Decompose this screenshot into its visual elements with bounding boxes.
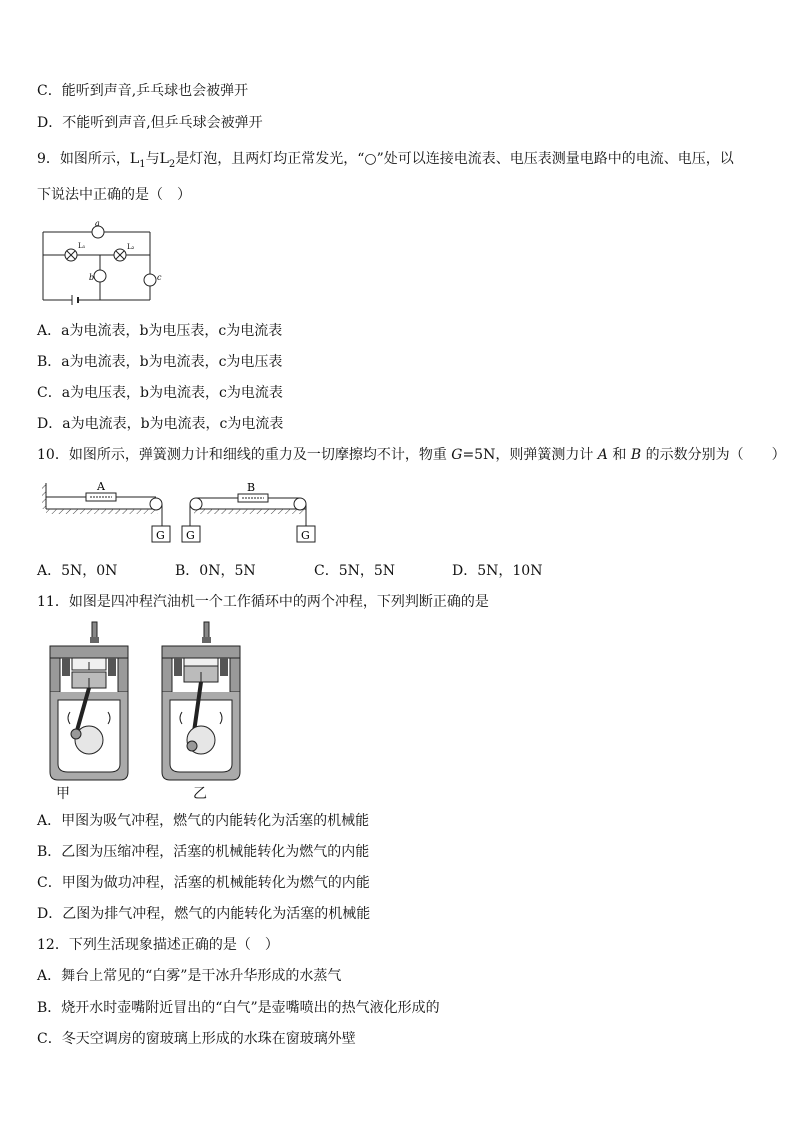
- q10-weight-right: G: [301, 529, 310, 542]
- q10-a-symbol: A: [597, 447, 608, 463]
- q12-option-a: A．舞台上常见的“白雾”是干冰升华形成的水蒸气: [37, 968, 342, 984]
- q9-option-d: D．a为电流表，b为电流表，c为电流表: [37, 416, 284, 432]
- q9-meter-b-circle: [94, 270, 106, 282]
- q10-spring-scale-diagram: [38, 478, 328, 550]
- q10-weight-left: G: [156, 529, 165, 542]
- q10-label-a: A: [97, 480, 105, 493]
- q9-label-a: a: [95, 219, 100, 228]
- q11-engine-yi-icon: [162, 622, 240, 780]
- q10-options-row: [37, 562, 737, 580]
- q8-option-c: C．能听到声音,乒乓球也会被弹开: [37, 83, 249, 99]
- q9-stem-line2: 下说法中正确的是（ ）: [37, 187, 191, 203]
- q10-option-b: B．0N，5N: [175, 563, 256, 579]
- q9-stem: 9．如图所示，$L_1$与$L_2$是灯泡，且两灯均正常发光，“○”处可以连接电流表、电压表测量电路中的电流、电压，以: [37, 151, 734, 170]
- q11-caption-jia: 甲: [56, 786, 70, 802]
- q11-engine-diagrams: [46, 622, 246, 782]
- q9-number: 9．如图所示，: [37, 151, 130, 167]
- q11-option-a: A．甲图为吸气冲程，燃气的内能转化为活塞的机械能: [37, 813, 370, 829]
- q11-caption-yi: 乙: [193, 786, 207, 802]
- q12-stem: 12．下列生活现象描述正确的是（ ）: [37, 937, 279, 953]
- q9-lamp-l1-icon: [65, 249, 77, 261]
- q11-option-b: B．乙图为压缩冲程，活塞的机械能转化为燃气的内能: [37, 844, 370, 860]
- q10-stem: 10．如图所示，弹簧测力计和细线的重力及一切摩擦均不计，物重 G=5N，则弹簧测力计 A 和 B 的示数分别为（ ）: [37, 447, 786, 463]
- q9-label-b: b: [89, 273, 95, 282]
- q9-label-l1: L₁: [78, 242, 86, 250]
- q11-engine-jia-icon: [50, 622, 128, 780]
- q10-g-symbol: G: [451, 447, 463, 463]
- q9-label-l2: L₂: [127, 243, 135, 251]
- q11-option-c: C．甲图为做功冲程，活塞的机械能转化为燃气的内能: [37, 875, 370, 891]
- q11-option-d: D．乙图为排气冲程，燃气的内能转化为活塞的机械能: [37, 906, 371, 922]
- q9-meter-c-circle: [144, 274, 156, 286]
- q10-option-a: A．5N，0N: [37, 563, 118, 579]
- q9-battery-icon: [72, 295, 78, 305]
- q10-b-symbol: B: [630, 447, 642, 463]
- q11-stem: 11．如图是四冲程汽油机一个工作循环中的两个冲程，下列判断正确的是: [37, 594, 489, 610]
- q10-option-d: D．5N，10N: [452, 563, 543, 579]
- q12-option-b: B．烧开水时壶嘴附近冒出的“白气”是壶嘴喷出的热气液化形成的: [37, 1000, 440, 1016]
- q9-option-a: A．a为电流表，b为电压表，c为电流表: [37, 323, 283, 339]
- q9-option-c: C．a为电压表，b为电流表，c为电流表: [37, 385, 283, 401]
- q10-label-b: B: [247, 481, 256, 494]
- q9-circuit-diagram: [38, 218, 160, 304]
- q12-option-c: C．冬天空调房的窗玻璃上形成的水珠在窗玻璃外壁: [37, 1031, 356, 1047]
- q8-option-d: D．不能听到声音,但乒乓球会被弹开: [37, 115, 263, 131]
- q10-weight-middle: G: [186, 529, 195, 542]
- q9-lamp-l2-icon: [114, 249, 126, 261]
- q9-l1: $L_1$: [129, 151, 146, 170]
- q9-l2: $L_2$: [159, 151, 176, 170]
- q10-option-c: C．5N，5N: [314, 563, 396, 579]
- q9-option-b: B．a为电流表，b为电流表，c为电压表: [37, 354, 283, 370]
- q9-label-c: c: [157, 273, 162, 282]
